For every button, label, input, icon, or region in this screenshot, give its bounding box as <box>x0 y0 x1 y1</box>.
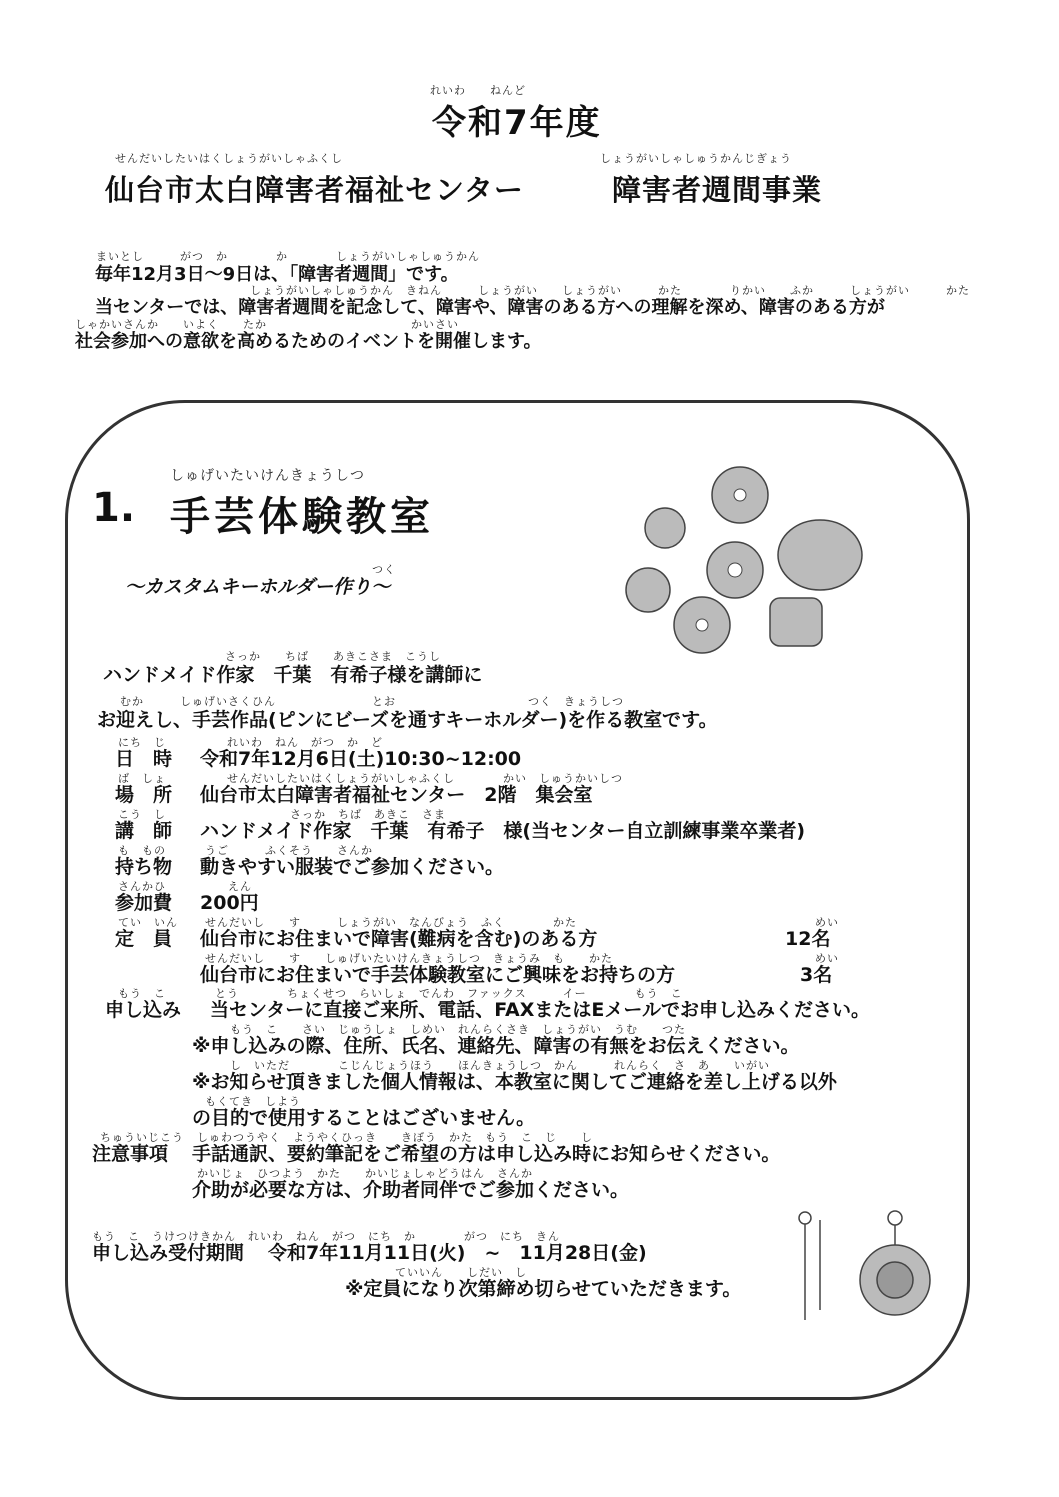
period-note-ruby: ていいん しだい し <box>395 1266 527 1279</box>
place-value-ruby: せんだいしたいはくしょうがいしゃふくし かい しゅうかいしつ <box>227 772 623 785</box>
year-ruby: れいわ ねんど <box>430 84 526 97</box>
apply-note2-ruby: し いただ こじんじょうほう ほんきょうしつ かん れんらく さ あ いがい <box>230 1059 770 1072</box>
apply-label: 申し込み <box>105 999 182 1021</box>
intro-ruby-3: しゃかいさんか いよく たか かいさい <box>75 318 459 331</box>
capacity-label: 定 員 <box>115 928 173 950</box>
lecturer-label-ruby: こう し <box>118 808 166 821</box>
items-value-ruby: うご ふくそう さんか <box>205 844 373 857</box>
capacity-row-2-count: 3名 <box>800 964 833 986</box>
notes-value-2: 介助が必要な方は、介助者同伴でご参加ください。 <box>192 1179 630 1201</box>
project-name: 障害者週間事業 <box>612 173 823 207</box>
date-value: 令和7年12月6日(土)10:30~12:00 <box>200 748 522 770</box>
capacity-row-2: 仙台市にお住まいで手芸体験教室にご興味をお持ちの方 <box>200 964 676 986</box>
capacity-row-1: 仙台市にお住まいで障害(難病を含む)のある方 <box>200 928 598 950</box>
desc-ruby-1: さっか ちば あきこさま こうし <box>225 650 441 663</box>
intro-line-3: 社会参加への意欲を高めるためのイベントを開催します。 <box>75 331 542 352</box>
fee-value-ruby: えん <box>228 880 252 893</box>
capacity-row1-count-ruby: めい <box>815 916 839 929</box>
place-value: 仙台市太白障害者福祉センター 2階 集会室 <box>200 784 593 806</box>
project-name-ruby: しょうがいしゃしゅうかんじぎょう <box>600 152 792 165</box>
bead-7 <box>770 598 822 646</box>
fee-label: 参加費 <box>115 892 173 914</box>
period-note: ※定員になり次第締め切らせていただきます。 <box>345 1278 742 1300</box>
desc-ruby-2: むか しゅげいさくひん とお つく きょうしつ <box>120 695 624 708</box>
intro-line-2: 当センターでは、障害者週間を記念して、障害や、障害のある方への理解を深め、障害のある方が <box>95 297 885 318</box>
fee-label-ruby: さんかひ <box>118 880 166 893</box>
lecturer-label: 講 師 <box>115 820 173 842</box>
subtitle-ruby: つく <box>372 563 396 576</box>
date-label-ruby: にち じ <box>118 736 166 749</box>
center-name: 仙台市太白障害者福祉センター <box>105 173 524 207</box>
beads-illustration <box>610 460 870 660</box>
subtitle: ～カスタムキーホルダー作り～ <box>125 576 391 598</box>
intro-line-1: 毎年12月3日～9日は、「障害者週間」です。 <box>95 264 459 285</box>
apply-value-ruby: とう ちょくせつ らいしょ でんわ ファックス イー もう こ <box>215 987 683 1000</box>
lecturer-value-ruby: さっか ちば あきこ さま <box>290 808 446 821</box>
fee-value: 200円 <box>200 892 259 914</box>
period-label: 申し込み受付期間 <box>92 1242 245 1264</box>
date-value-ruby: れいわ ねん がつ か ど <box>227 736 383 749</box>
capacity-row2-ruby: せんだいし す しゅげいたいけんきょうしつ きょうみ も かた <box>205 952 613 965</box>
notes-value-ruby: しゅわつうやく ようやくひっき きぼう かた もう こ じ し <box>197 1131 593 1144</box>
center-name-ruby: せんだいしたいはくしょうがいしゃふくし <box>115 152 343 165</box>
apply-note3-ruby: もくてき しよう <box>205 1095 301 1108</box>
section-title-ruby: しゅげいたいけんきょうしつ <box>170 468 365 484</box>
period-ruby: もう こ うけつけきかん れいわ ねん がつ にち か がつ にち きん <box>92 1230 560 1243</box>
items-label: 持ち物 <box>115 856 173 878</box>
apply-note-2: ※お知らせ頂きました個人情報は、本教室に関してご連絡を差し上げる以外 <box>192 1071 837 1093</box>
notes-label: 注意事項 <box>92 1143 169 1165</box>
bead-5 <box>626 568 670 612</box>
apply-label-ruby: もう こ <box>118 987 166 1000</box>
description-line-2: お迎えし、手芸作品(ピンにビーズを通すキーホルダー)を作る教室です。 <box>97 709 718 731</box>
notes-label-ruby: ちゅういじこう <box>100 1131 184 1144</box>
notes-value: 手話通訳、要約筆記をご希望の方は申し込み時にお知らせください。 <box>192 1143 781 1165</box>
bead-4 <box>778 520 862 590</box>
bead-2 <box>645 508 685 548</box>
keyholder-illustration <box>785 1200 935 1340</box>
place-label-ruby: ば しょ <box>118 772 166 785</box>
intro-ruby-1: まいとし がつ か か しょうがいしゃしゅうかん <box>96 250 480 263</box>
notes-value2-ruby: かいじょ ひつよう かた かいじょしゃどうはん さんか <box>197 1167 533 1180</box>
apply-note1-ruby: もう こ さい じゅうしょ しめい れんらくさき しょうがい うむ つた <box>230 1023 686 1036</box>
place-label: 場 所 <box>115 784 173 806</box>
capacity-row1-ruby: せんだいし す しょうがい なんびょう ふく かた <box>205 916 577 929</box>
capacity-label-ruby: てい いん <box>118 916 178 929</box>
items-label-ruby: も もの <box>118 844 166 857</box>
year-title: 令和7年度 <box>432 103 602 143</box>
apply-note-1: ※申し込みの際、住所、氏名、連絡先、障害の有無をお伝えください。 <box>192 1035 800 1057</box>
date-label: 日 時 <box>115 748 173 770</box>
capacity-row2-count-ruby: めい <box>815 952 839 965</box>
lecturer-value: ハンドメイド作家 千葉 有希子 様(当センター自立訓練事業卒業者) <box>200 820 806 842</box>
apply-note-3: の目的で使用することはございません。 <box>192 1107 536 1129</box>
items-value: 動きやすい服装でご参加ください。 <box>200 856 505 878</box>
capacity-row-1-count: 12名 <box>785 928 831 950</box>
description-line-1: ハンドメイド作家 千葉 有希子様を講師に <box>103 664 483 686</box>
intro-ruby-2: しょうがいしゃしゅうかん きねん しょうがい しょうがい かた りかい ふか しょうがい かた <box>250 284 970 297</box>
section-title: 手芸体験教室 <box>170 494 434 540</box>
apply-value: 当センターに直接ご来所、電話、FAXまたはEメールでお申し込みください。 <box>210 999 870 1021</box>
section-number: 1. <box>92 485 136 531</box>
period-value: 令和7年11月11日(火) ~ 11月28日(金) <box>268 1242 647 1264</box>
